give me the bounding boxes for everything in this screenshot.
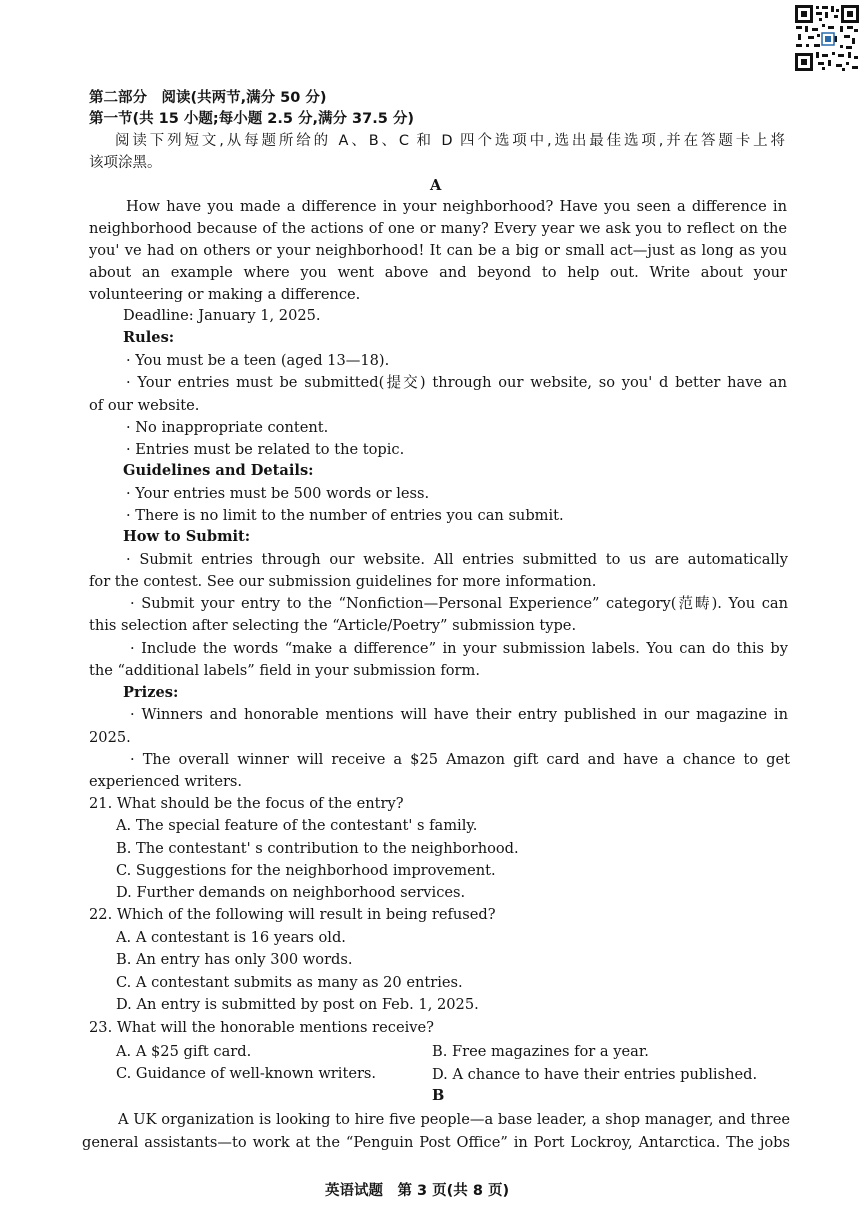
passage-a-intro-line-5: volunteering or making a difference. bbox=[89, 286, 361, 303]
howto-3-line-2: the “additional labels” field in your submission form. bbox=[89, 662, 480, 679]
question-22-stem: 22. Which of the following will result in being refused? bbox=[89, 906, 496, 923]
prize-2-line-2: experienced writers. bbox=[89, 773, 243, 790]
passage-letter-b: B bbox=[432, 1087, 445, 1104]
rule-1: · You must be a teen (aged 13—18). bbox=[126, 352, 390, 369]
deadline: Deadline: January 1, 2025. bbox=[123, 307, 321, 324]
guideline-1: · Your entries must be 500 words or less. bbox=[126, 485, 430, 502]
prize-2-line-1: · The overall winner will receive a $25 Amazon gift card and have a chance to get bbox=[130, 751, 790, 768]
question-23-option-d: D. A chance to have their entries published. bbox=[432, 1066, 758, 1083]
question-22-option-c: C. A contestant submits as many as 20 entries. bbox=[116, 974, 463, 991]
prizes-heading: Prizes: bbox=[123, 684, 179, 701]
question-22-option-a: A. A contestant is 16 years old. bbox=[116, 929, 346, 946]
question-21-stem: 21. What should be the focus of the entry? bbox=[89, 795, 404, 812]
instruction-line-1: 阅读下列短文,从每题所给的 A、B、C 和 D 四个选项中,选出最佳选项,并在答题卡上将 bbox=[115, 133, 785, 149]
howto-3-line-1: · Include the words “make a difference” in your submission labels. You can do this by bbox=[130, 640, 788, 657]
rule-3: · No inappropriate content. bbox=[126, 419, 329, 436]
prize-1-line-1: · Winners and honorable mentions will have their entry published in our magazine in bbox=[130, 706, 788, 723]
rule-2-line-2: of our website. bbox=[89, 397, 200, 414]
passage-a-intro-line-2: neighborhood because of the actions of one or many? Every year we ask you to reflect on the bbox=[89, 220, 787, 237]
question-23-option-c: C. Guidance of well-known writers. bbox=[116, 1065, 377, 1082]
passage-a-intro-line-1: How have you made a difference in your neighborhood? Have you seen a difference in bbox=[126, 198, 787, 215]
prize-1-line-2: 2025. bbox=[89, 729, 131, 746]
page-footer: 英语试题 第 3 页(共 8 页) bbox=[325, 1183, 510, 1199]
part-title: 第二部分 阅读(共两节,满分 50 分) bbox=[89, 90, 327, 106]
question-22-option-b: B. An entry has only 300 words. bbox=[116, 951, 353, 968]
howto-1-line-1: · Submit entries through our website. All entries submitted to us are automatically bbox=[126, 551, 788, 568]
question-21-option-b: B. The contestant' s contribution to the neighborhood. bbox=[116, 840, 519, 857]
howto-1-line-2: for the contest. See our submission guidelines for more information. bbox=[89, 573, 597, 590]
rule-2-line-1: · Your entries must be submitted(提交) through our website, so you' d better have an bbox=[126, 374, 787, 391]
question-22-option-d: D. An entry is submitted by post on Feb. 1, 2025. bbox=[116, 996, 479, 1013]
guideline-2: · There is no limit to the number of entries you can submit. bbox=[126, 507, 564, 524]
passage-a-intro-line-4: about an example where you went above and beyond to help out. Write about your bbox=[89, 264, 787, 281]
passage-a-intro-line-3: you' ve had on others or your neighborhood! It can be a big or small act—just as long as you bbox=[89, 242, 787, 259]
question-21-option-c: C. Suggestions for the neighborhood improvement. bbox=[116, 862, 496, 879]
question-23-stem: 23. What will the honorable mentions receive? bbox=[89, 1019, 434, 1036]
question-23-option-a: A. A $25 gift card. bbox=[116, 1043, 252, 1060]
question-21-option-a: A. The special feature of the contestant' s family. bbox=[116, 817, 478, 834]
question-23-option-b: B. Free magazines for a year. bbox=[432, 1043, 649, 1060]
howto-2-line-2: this selection after selecting the “Article/Poetry” submission type. bbox=[89, 617, 577, 634]
section-title: 第一节(共 15 小题;每小题 2.5 分,满分 37.5 分) bbox=[89, 111, 414, 127]
guidelines-heading: Guidelines and Details: bbox=[123, 462, 314, 479]
rules-heading: Rules: bbox=[123, 329, 175, 346]
passage-b-line-1: A UK organization is looking to hire five people—a base leader, a shop manager, and three bbox=[118, 1111, 790, 1128]
how-to-submit-heading: How to Submit: bbox=[123, 528, 251, 545]
rule-4: · Entries must be related to the topic. bbox=[126, 441, 405, 458]
passage-b-line-2: general assistants—to work at the “Penguin Post Office” in Port Lockroy, Antarctica. The jobs bbox=[82, 1134, 790, 1151]
passage-letter-a: A bbox=[430, 177, 442, 194]
howto-2-line-1: · Submit your entry to the “Nonfiction—Personal Experience” category(范畴). You can bbox=[130, 595, 788, 612]
instruction-line-2: 该项涂黑。 bbox=[89, 155, 162, 171]
question-21-option-d: D. Further demands on neighborhood services. bbox=[116, 884, 466, 901]
